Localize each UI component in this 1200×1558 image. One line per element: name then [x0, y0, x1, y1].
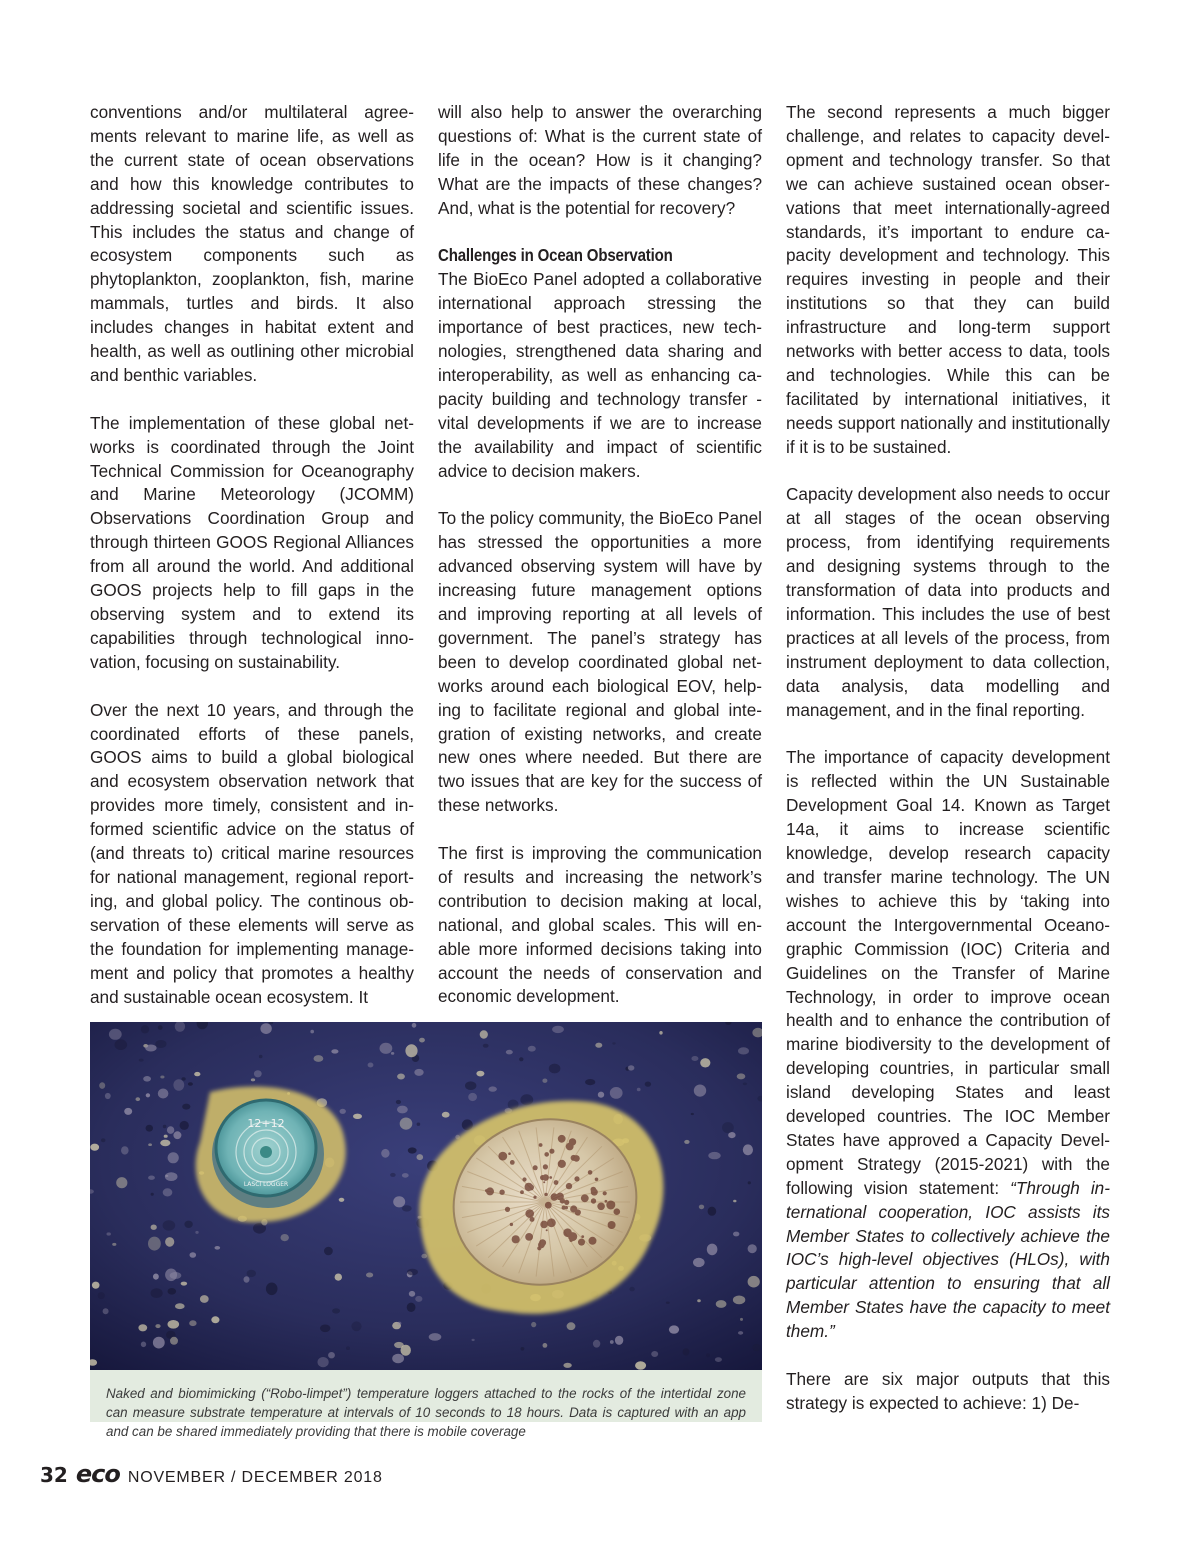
barnacle [753, 1344, 761, 1351]
barnacle [465, 1081, 476, 1090]
paragraph: There are six major outputs that this strategy is expected to achieve: 1) De- [786, 1368, 1110, 1413]
shell-spot [558, 1160, 566, 1168]
shell-spot [510, 1223, 513, 1226]
barnacle [694, 1085, 706, 1097]
barnacle [421, 1254, 427, 1259]
figure-caption: Naked and biomimicking (“Robo-limpet”) temperature loggers attached to the rocks of the intertidal zone can measure substrate temperature at intervals of 10 seconds to 18 hours. Data is captured with an app and can be shared immediately providing that there is mobile coverage [90, 1370, 762, 1422]
shell-spot [546, 1229, 548, 1231]
shell-spot [522, 1177, 526, 1181]
barnacle [519, 1057, 523, 1061]
shell-spot [569, 1138, 576, 1145]
barnacle [340, 1109, 346, 1114]
shell-spot [581, 1194, 589, 1202]
barnacle [173, 1131, 181, 1139]
shell-spot [603, 1191, 607, 1195]
barnacle [707, 1244, 718, 1256]
barnacle [168, 1288, 177, 1295]
barnacle [567, 1322, 576, 1330]
barnacle [281, 1234, 289, 1241]
barnacle [332, 1308, 340, 1313]
barnacle [90, 1144, 99, 1151]
barnacle [629, 1287, 634, 1292]
barnacle [153, 1337, 165, 1349]
barnacle [659, 1031, 662, 1035]
barnacle [442, 1112, 450, 1118]
barnacle [200, 1295, 209, 1303]
barnacle [397, 1106, 408, 1114]
barnacle [158, 1025, 163, 1030]
shell-spot [610, 1201, 615, 1206]
barnacle [165, 1175, 168, 1177]
barnacle [693, 1258, 705, 1267]
shell-spot [591, 1187, 597, 1193]
barnacle [429, 1333, 442, 1341]
barnacle [691, 1056, 698, 1061]
text-column-1 [90, 101, 414, 1009]
barnacle [168, 1152, 179, 1163]
shell-spot [551, 1193, 558, 1200]
barnacle [740, 1318, 743, 1321]
barnacle [738, 1047, 749, 1054]
barnacle [716, 1300, 727, 1308]
barnacle [339, 1198, 345, 1202]
barnacle [163, 1188, 173, 1196]
barnacle [598, 1092, 604, 1098]
barnacle [148, 1143, 152, 1146]
shell-spot [581, 1235, 584, 1238]
barnacle [328, 1352, 335, 1358]
barnacle [563, 1363, 571, 1368]
barnacle [683, 1348, 690, 1355]
page-footer [40, 1460, 383, 1488]
barnacle [400, 1118, 413, 1130]
barnacle [405, 1044, 417, 1057]
barnacle [737, 1073, 746, 1079]
barnacle [381, 1149, 389, 1158]
barnacle [190, 1252, 197, 1258]
shell-spot [540, 1221, 548, 1229]
shell-spot [560, 1198, 565, 1203]
barnacle [733, 1296, 745, 1305]
barnacle [407, 1269, 418, 1276]
shell-spot [544, 1152, 549, 1157]
barnacle [173, 1079, 184, 1091]
barnacle [699, 1205, 704, 1210]
barnacle [165, 1269, 177, 1282]
page-number: 32 [40, 1463, 68, 1487]
barnacle [397, 1322, 401, 1325]
barnacle [738, 1331, 743, 1335]
barnacle [148, 1176, 155, 1180]
barnacle [335, 1274, 342, 1281]
barnacle [105, 1093, 111, 1099]
paragraph: The second represents a much bigger challenge, and relates to capacity development and technology transfer. So that we can achieve sustained ocean observations that meet internationally-agreed standards, it’s important to endure capacity development and technology. This requires investing in people and their institutions so that they can build infrastructure and long-term support networks with better access to data, tools and technologies. While this can be facilitated by international initiatives, it needs support nationally and institutionally if it is to be sustained. [786, 102, 1110, 457]
shell-spot [549, 1176, 552, 1179]
barnacle [195, 1231, 198, 1234]
barnacle [700, 1058, 710, 1067]
barnacle [585, 1079, 595, 1085]
barnacle [109, 1029, 122, 1040]
barnacle [394, 1342, 404, 1348]
barnacle [259, 1055, 263, 1059]
barnacle [116, 1177, 127, 1188]
barnacle [182, 1104, 190, 1110]
barnacle [402, 1205, 412, 1211]
shell-spot [542, 1174, 549, 1181]
barnacle [733, 1232, 739, 1237]
barnacle [417, 1123, 421, 1126]
shell-spot [614, 1208, 621, 1215]
paragraph: Over the next 10 years, and through the coordinated efforts of these panels, GOOS aims to build a global biological and ecosystem observation network that provides more timely, consistent and informed scientific advice on the status of (and threats to) critical marine resources for national management, regional reporting, and global policy. The continous observation of these elements will serve as the foundation for implementing management and policy that promotes a healthy and sustainable ocean ecosystem. It [90, 699, 414, 1007]
barnacle [136, 1097, 141, 1101]
barnacle [520, 1094, 533, 1105]
barnacle [468, 1093, 477, 1101]
barnacle [211, 1316, 219, 1323]
barnacle [521, 1347, 525, 1351]
barnacle [353, 1114, 362, 1119]
figure-photo [90, 1022, 762, 1370]
barnacle [141, 1025, 149, 1033]
barnacle [402, 1173, 409, 1178]
barnacle [380, 1043, 393, 1054]
shell-spot [575, 1209, 581, 1215]
paragraph: The first is improving the communication of results and increasing the network’s contribution to decision making at local, national, and global scales. This will enable more informed decisions taking into account the needs of conservation and economic development. [438, 843, 762, 1007]
logger-label-top: 12+12 [247, 1117, 285, 1130]
barnacle [476, 1071, 484, 1077]
barnacle [165, 1237, 174, 1247]
barnacle [552, 1026, 564, 1033]
barnacle [615, 1336, 623, 1345]
barnacle [99, 1082, 105, 1089]
barnacle [98, 1292, 105, 1299]
barnacle [92, 1282, 100, 1289]
shell-spot [569, 1239, 572, 1242]
barnacle [645, 1082, 651, 1087]
barnacle [121, 1146, 129, 1154]
barnacle [708, 1207, 717, 1216]
barnacle [148, 1237, 161, 1251]
barnacle [368, 1063, 374, 1068]
paragraph: will also help to answer the overarching questions of: What is the current state of life in the ocean? How is it changing? What are the impacts of these changes? And, what is the potential for recovery? [438, 102, 762, 218]
shell-spot [597, 1203, 605, 1211]
barnacle [396, 1100, 401, 1104]
barnacle [163, 1220, 176, 1230]
barnacle [155, 1040, 166, 1048]
shell-spot [525, 1183, 533, 1191]
shell-spot [499, 1190, 504, 1195]
barnacle [155, 1324, 160, 1328]
barnacle [733, 1200, 736, 1203]
paragraph: Capacity development also needs to occur at all stages of the ocean observing process, from identifying requirements and designing systems through to the transformation of data into products and information. This includes the use of best practices at all levels of the process, from instrument deployment to data collection, data analysis, data modelling and management, and in the final reporting. [786, 484, 1110, 720]
barnacle [184, 1221, 192, 1228]
barnacle [310, 1030, 314, 1034]
shell-spot [520, 1190, 524, 1194]
barnacle [748, 1181, 751, 1184]
barnacle [112, 1243, 116, 1246]
logger-label-bottom: LASCI LOGGER [243, 1181, 289, 1188]
shell-spot [605, 1200, 608, 1203]
shell-spot [498, 1152, 507, 1161]
barnacle [139, 1059, 144, 1062]
barnacle [748, 1244, 757, 1253]
barnacle [543, 1343, 548, 1348]
barnacle [414, 1069, 423, 1076]
barnacle [542, 1079, 547, 1083]
barnacle [167, 1126, 174, 1134]
barnacle [324, 1247, 333, 1256]
paragraph: conventions and/or multilateral agreements relevant to marine life, as well as the current state of ocean observations and how this knowledge contributes to addressing societal and scientific issues. This includes the status and change of ecosystem components such as phytoplankton, zooplankton, fish, marine mammals, turtles and birds. It also includes changes in habitat extent and health, as well as outlining other microbial and benthic variables. [90, 102, 414, 385]
barnacle [151, 1288, 163, 1298]
barnacle [143, 1076, 151, 1082]
barnacle [151, 1193, 154, 1196]
barnacle [610, 1087, 623, 1099]
shell-spot [562, 1206, 566, 1210]
shell-spot [545, 1202, 552, 1209]
barnacle [595, 1043, 602, 1048]
barnacle [141, 1342, 146, 1348]
barnacle [669, 1325, 679, 1333]
shell-spot [485, 1189, 488, 1192]
shell-spot [563, 1228, 572, 1237]
barnacle [346, 1346, 350, 1350]
paragraph: The implementation of these global networks is coordinated through the Joint Technical Commission for Oceanography and Marine Meteorology (JCOMM) Observations Coordination Group and through thirteen GOOS Regional Alliances from all around the world. And additional GOOS projects help to fill gaps in the observing system and to extend its capabilities through technological innovation, focusing on sustainability. [90, 412, 414, 672]
barnacle [101, 1138, 105, 1142]
barnacle [146, 1093, 150, 1097]
barnacle [549, 1064, 561, 1074]
barnacle [635, 1361, 646, 1370]
barnacle [483, 1044, 489, 1048]
barnacle [320, 1325, 330, 1333]
barnacle [254, 1070, 262, 1077]
barnacle [115, 1039, 128, 1050]
barnacle [748, 1276, 760, 1288]
shell-spot [537, 1246, 541, 1250]
barnacle [706, 1353, 710, 1357]
paragraph [786, 746, 1110, 1344]
barnacle [170, 1337, 178, 1345]
shell-spot [539, 1143, 543, 1147]
barnacle [637, 1088, 641, 1092]
barnacle [124, 1108, 132, 1115]
barnacle [390, 1173, 396, 1177]
barnacle [708, 1152, 720, 1159]
barnacle [489, 1086, 497, 1091]
barnacle [593, 1340, 600, 1348]
shell-spot [566, 1183, 572, 1189]
magazine-logo: eco [75, 1460, 120, 1488]
barnacle [508, 1100, 519, 1110]
shell-spot [608, 1221, 616, 1229]
barnacle [407, 1303, 416, 1312]
shell-spot [510, 1160, 515, 1165]
barnacle [247, 1270, 256, 1277]
shell-spot [574, 1176, 579, 1181]
barnacle [160, 1140, 170, 1147]
shell-spot [595, 1178, 599, 1182]
barnacle [181, 1282, 187, 1286]
barnacle [158, 1089, 169, 1099]
barnacle [684, 1140, 689, 1144]
barnacle [153, 1274, 159, 1280]
barnacle [506, 1050, 513, 1055]
text-column-2 [438, 101, 762, 1009]
barnacle [409, 1291, 415, 1297]
shell-spot [554, 1180, 559, 1185]
shell-spot [549, 1149, 554, 1154]
barnacle [151, 1225, 157, 1230]
barnacle [417, 1154, 424, 1160]
barnacle [697, 1299, 701, 1302]
barnacle [331, 1049, 338, 1053]
barnacle [531, 1322, 536, 1327]
shell-spot [533, 1196, 536, 1199]
barnacle [480, 1030, 488, 1038]
shell-spot [543, 1181, 545, 1183]
barnacle [366, 1273, 373, 1278]
barnacle [251, 1078, 255, 1081]
barnacle [164, 1135, 168, 1138]
barnacle [215, 1246, 221, 1250]
shell-spot [591, 1198, 596, 1203]
barnacle [266, 1283, 278, 1296]
text-column-3 [786, 101, 1110, 1416]
issue-date: NOVEMBER / DECEMBER 2018 [127, 1469, 383, 1486]
barnacle [415, 1296, 422, 1302]
shell-spot [525, 1233, 533, 1241]
barnacle [351, 1321, 361, 1331]
barnacle [168, 1320, 180, 1329]
barnacle [412, 1023, 417, 1028]
barnacle [260, 1023, 271, 1034]
barnacle [188, 1082, 193, 1086]
shell-spot [588, 1170, 593, 1175]
shell-spot [547, 1218, 556, 1227]
paragraph: The BioEco Panel adopted a collaborative international approach stressing the importance of best practices, new technologies, strengthened data sharing and interoperability, as well as enhancing capacity building and technology transfer - vital developments if we are to increase the availability and impact of scientific advice to decision makers. [438, 269, 762, 481]
paragraph: To the policy community, the BioEco Panel has stressed the opportunities a more advanced observing system will have by increasing future management options and improving reporting at all levels of government. The panel’s strategy has been to develop coordinated global networks around each biological EOV, helping to facilitate regional and global integration of existing networks, and create new ones where needed. But there are two issues that are key for the success of these networks. [438, 508, 762, 816]
barnacle [189, 1320, 196, 1326]
barnacle [145, 1045, 156, 1052]
barnacle [393, 1196, 405, 1207]
barnacle [175, 1303, 185, 1309]
barnacle [391, 1052, 394, 1055]
barnacle [743, 1083, 747, 1086]
barnacle [408, 1147, 417, 1153]
barnacle [628, 1065, 635, 1070]
barnacle [318, 1357, 329, 1367]
barnacle [314, 1055, 324, 1062]
barnacle [651, 1351, 658, 1357]
barnacle [244, 1276, 250, 1282]
temperature-logger [212, 1100, 324, 1208]
paragraph-text: The importance of capacity development is reflected within the UN Sustainable Development Goal 14. Known as Target 14a, it aims to increase scientific knowledge, develop research capacity and transfer marine technology. The UN wishes to achieve this by ‘taking into account the Intergovernmental Oceanographic Commission (IOC) Criteria and Guidelines on the Transfer of Marine Technology, in order to improve ocean health and to enhance the contribution of marine biodiversity to the development of developing countries, in particular small island developing States and least developed countries. The IOC Member States have approved a Capacity Development Strategy (2015-2021) with the following vision statement: [786, 747, 1110, 1198]
barnacle [138, 1324, 147, 1331]
barnacle [163, 1125, 167, 1128]
barnacle [397, 1074, 405, 1080]
vision-quote: “Through international cooperation, IOC assists its Member States to collectively achieve the IOC’s high-level objectives (HLOs), with particular attention to ensuring that all Member States have the capacity to meet them.” [786, 1177, 1110, 1342]
barnacle [691, 1113, 694, 1115]
barnacle [722, 1122, 734, 1133]
barnacle [103, 1308, 109, 1314]
barnacle [419, 1038, 425, 1043]
barnacle [182, 1077, 186, 1080]
section-heading: Challenges in Ocean Observation [438, 245, 673, 266]
shell-spot [571, 1155, 577, 1161]
barnacle [160, 1076, 164, 1079]
shell-spot [533, 1165, 538, 1170]
shell-spot [558, 1135, 566, 1143]
barnacle [392, 1354, 404, 1364]
shell-spot [512, 1235, 520, 1243]
barnacle [715, 1357, 722, 1362]
shell-spot [530, 1217, 535, 1222]
barnacle [610, 1340, 614, 1344]
barnacle [743, 1144, 753, 1155]
barnacle [194, 1072, 200, 1076]
shell-spot [544, 1193, 547, 1196]
shell-spot [543, 1164, 548, 1169]
barnacle [528, 1046, 536, 1052]
shell-spot [525, 1209, 534, 1218]
shell-spot [508, 1152, 511, 1155]
shell-spot [589, 1237, 597, 1245]
shell-spot [505, 1207, 510, 1212]
shell-spot [578, 1239, 585, 1246]
barnacle [146, 1125, 153, 1132]
barnacle [180, 1121, 189, 1130]
barnacle [472, 1339, 475, 1341]
barnacle [612, 1042, 615, 1044]
barnacle [666, 1302, 670, 1304]
barnacle [107, 1232, 111, 1235]
